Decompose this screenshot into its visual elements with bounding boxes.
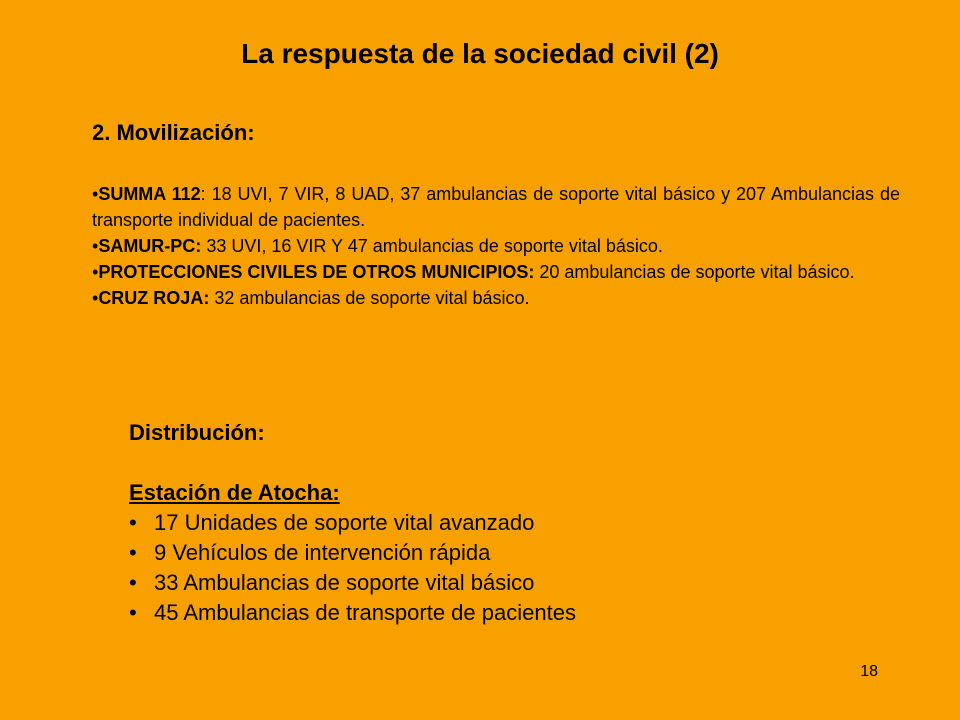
bullet: • <box>92 236 99 256</box>
org-name: SUMMA 112 <box>98 184 201 204</box>
list-item <box>129 568 829 598</box>
org-name: PROTECCIONES CIVILES DE OTROS MUNICIPIOS: <box>98 262 535 282</box>
distribution-list <box>129 508 829 628</box>
section-heading: 2. Movilización: <box>92 120 255 145</box>
mobilization-item <box>92 181 900 233</box>
list-item-text: 33 Ambulancias de soporte vital básico <box>154 570 535 595</box>
list-item <box>129 598 829 628</box>
list-item <box>129 508 829 538</box>
org-name: SAMUR-PC: <box>98 236 202 256</box>
distribution-title: Distribución: <box>129 420 265 445</box>
list-item <box>129 538 829 568</box>
distribution-block <box>129 418 829 628</box>
bullet: • <box>129 510 137 535</box>
mobilization-item <box>92 285 900 311</box>
mobilization-item <box>92 233 900 259</box>
mobilization-list <box>92 181 900 311</box>
slide-title: La respuesta de la sociedad civil (2) <box>241 38 719 69</box>
org-detail: 33 UVI, 16 VIR Y 47 ambulancias de soporte vital básico. <box>201 236 663 256</box>
org-detail: : 18 UVI, 7 VIR, 8 UAD, 37 ambulancias de soporte vital básico y 207 Ambulancias de transporte individual de pacientes. <box>92 184 900 230</box>
list-item-text: 17 Unidades de soporte vital avanzado <box>154 510 535 535</box>
mobilization-item <box>92 259 900 285</box>
page-number: 18 <box>860 663 878 680</box>
list-item-text: 9 Vehículos de intervención rápida <box>154 540 491 565</box>
bullet: • <box>129 540 137 565</box>
bullet: • <box>129 600 137 625</box>
org-name: CRUZ ROJA: <box>98 288 210 308</box>
bullet: • <box>92 262 99 282</box>
org-detail: 32 ambulancias de soporte vital básico. <box>209 288 530 308</box>
bullet: • <box>129 570 137 595</box>
list-item-text: 45 Ambulancias de transporte de pacientes <box>154 600 576 625</box>
bullet: • <box>92 288 99 308</box>
station-heading: Estación de Atocha: <box>129 480 340 505</box>
org-detail: 20 ambulancias de soporte vital básico. <box>534 262 855 282</box>
bullet: • <box>92 184 99 204</box>
